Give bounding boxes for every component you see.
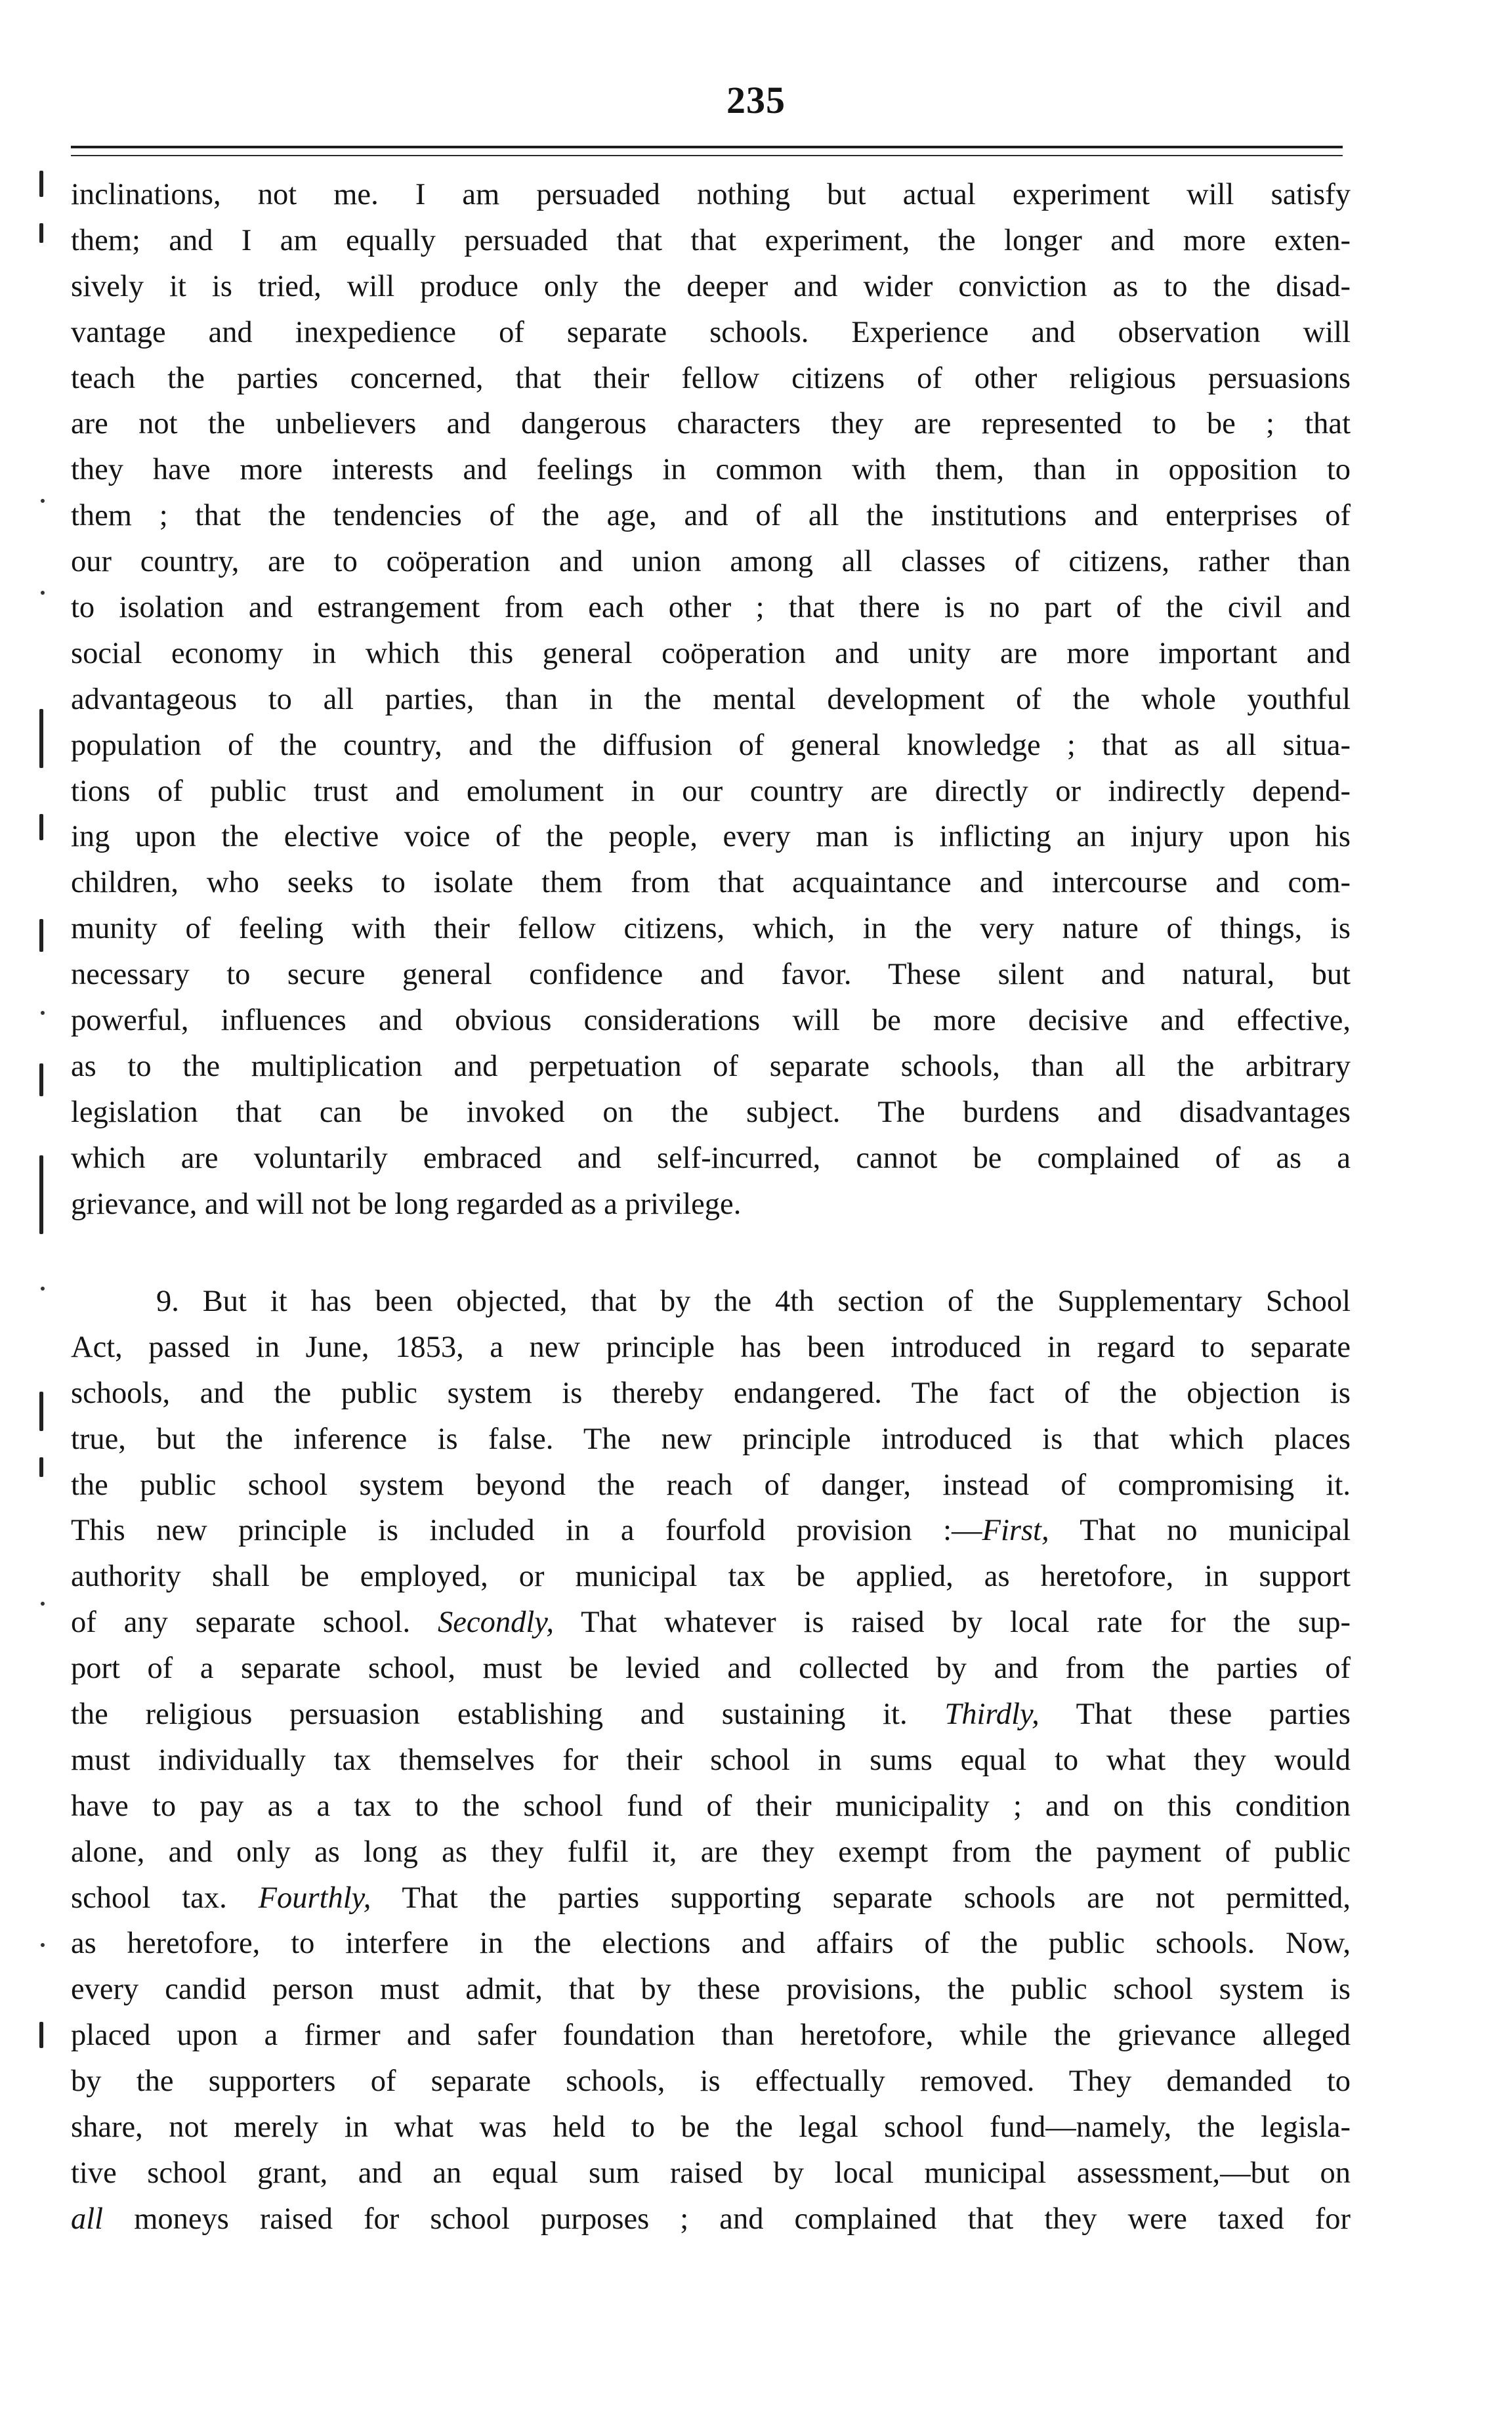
text-line: as heretofore, to interfere in the elections and affairs of the public schools. Now, bbox=[71, 1927, 1351, 1961]
text-line: true, but the inference is false. The new principle introduced is that which places bbox=[71, 1422, 1351, 1456]
italic-word: all bbox=[71, 2202, 104, 2236]
margin-dot bbox=[41, 591, 45, 595]
text-line: children, who seeks to isolate them from that acquaintance and intercourse and com- bbox=[71, 866, 1351, 900]
margin-mark bbox=[39, 709, 43, 768]
text-line: every candid person must admit, that by these provisions, the public school system is bbox=[71, 1973, 1351, 2007]
text-line: to isolation and estrangement from each other ; that there is no part of the civil and bbox=[71, 591, 1351, 625]
text-line: ing upon the elective voice of the people, every man is inflicting an injury upon his bbox=[71, 820, 1351, 854]
text-segment: of any separate school. bbox=[71, 1606, 438, 1640]
text-line: them; and I am equally persuaded that that experiment, the longer and more exten- bbox=[71, 223, 1351, 257]
margin-mark bbox=[39, 1392, 43, 1431]
paragraph-2 bbox=[71, 1279, 1351, 2242]
text-segment: school tax. bbox=[71, 1881, 259, 1915]
text-segment: That no municipal bbox=[1049, 1514, 1351, 1548]
text-line: sively it is tried, will produce only the deeper and wider conviction as to the disad- bbox=[71, 269, 1351, 303]
text-line: population of the country, and the diffusion of general knowledge ; that as all situa- bbox=[71, 728, 1351, 762]
text-segment: That these parties bbox=[1039, 1698, 1351, 1732]
text-line bbox=[71, 1508, 1351, 1554]
text-line: the public school system beyond the reach of danger, instead of compromising it. bbox=[71, 1468, 1351, 1502]
header-rule-thin bbox=[71, 155, 1343, 156]
italic-word: Thirdly, bbox=[944, 1698, 1040, 1732]
text-line: tions of public trust and emolument in our country are directly or indirectly depend- bbox=[71, 774, 1351, 808]
margin-mark bbox=[39, 919, 43, 952]
italic-word: First, bbox=[982, 1514, 1049, 1548]
text-line: port of a separate school, must be levied and collected by and from the parties of bbox=[71, 1652, 1351, 1686]
margin-scan-marks bbox=[26, 131, 66, 2101]
margin-mark bbox=[39, 1457, 43, 1477]
margin-mark bbox=[39, 171, 43, 197]
text-line: legislation that can be invoked on the subject. The burdens and disadvantages bbox=[71, 1095, 1351, 1129]
margin-dot bbox=[41, 499, 45, 503]
italic-word: Fourthly, bbox=[258, 1881, 371, 1915]
text-line: munity of feeling with their fellow citizens, which, in the very nature of things, is bbox=[71, 912, 1351, 946]
text-line: tive school grant, and an equal sum raised by local municipal assessment,—but on bbox=[71, 2156, 1351, 2190]
text-segment: This new principle is included in a fourfold provision :— bbox=[71, 1514, 982, 1548]
text-line: as to the multiplication and perpetuation of separate schools, than all the arbitrary bbox=[71, 1049, 1351, 1083]
text-line: teach the parties concerned, that their fellow citizens of other religious persuasions bbox=[71, 361, 1351, 395]
text-line: our country, are to coöperation and union among all classes of citizens, rather than bbox=[71, 545, 1351, 579]
text-line: must individually tax themselves for their school in sums equal to what they would bbox=[71, 1743, 1351, 1777]
text-line: are not the unbelievers and dangerous characters they are represented to be ; that bbox=[71, 407, 1351, 441]
margin-mark bbox=[39, 2022, 43, 2048]
text-line bbox=[71, 2196, 1351, 2242]
margin-dot bbox=[41, 1943, 45, 1947]
margin-mark bbox=[39, 1063, 43, 1096]
text-line: powerful, influences and obvious considerations will be more decisive and effective, bbox=[71, 1004, 1351, 1038]
text-segment: the religious persuasion establishing and sustaining it. bbox=[71, 1698, 945, 1732]
text-line: authority shall be employed, or municipal tax be applied, as heretofore, in support bbox=[71, 1560, 1351, 1594]
page-number: 235 bbox=[726, 79, 786, 121]
text-segment: That whatever is raised by local rate for the sup- bbox=[553, 1606, 1351, 1640]
text-line: vantage and inexpedience of separate schools. Experience and observation will bbox=[71, 315, 1351, 349]
text-line: have to pay as a tax to the school fund of their municipality ; and on this condition bbox=[71, 1789, 1351, 1823]
margin-dot bbox=[41, 1011, 45, 1015]
text-line bbox=[71, 1875, 1351, 1921]
margin-mark bbox=[39, 223, 43, 243]
text-line: Act, passed in June, 1853, a new principle has been introduced in regard to separate bbox=[71, 1330, 1351, 1364]
text-line: by the supporters of separate schools, is effectually removed. They demanded to bbox=[71, 2064, 1351, 2099]
text-line: social economy in which this general coöperation and unity are more important and bbox=[71, 636, 1351, 670]
margin-dot bbox=[41, 1287, 45, 1291]
text-line: necessary to secure general confidence and favor. These silent and natural, but bbox=[71, 958, 1351, 992]
text-segment: moneys raised for school purposes ; and complained that they were taxed for bbox=[103, 2202, 1351, 2236]
text-line bbox=[71, 1692, 1351, 1738]
text-line: them ; that the tendencies of the age, and of all the institutions and enterprises of bbox=[71, 499, 1351, 533]
text-line: advantageous to all parties, than in the mental development of the whole youthful bbox=[71, 682, 1351, 716]
text-line: grievance, and will not be long regarded as a privilege. bbox=[71, 1187, 742, 1221]
italic-word: Secondly, bbox=[438, 1606, 554, 1640]
margin-mark bbox=[39, 1155, 43, 1234]
text-line: 9. But it has been objected, that by the 4th section of the Supplementary School bbox=[156, 1285, 1351, 1318]
text-line bbox=[71, 1600, 1351, 1646]
paragraph-1 bbox=[71, 172, 1351, 1227]
text-line: they have more interests and feelings in common with them, than in opposition to bbox=[71, 453, 1351, 487]
text-line: share, not merely in what was held to be the legal school fund—namely, the legisla- bbox=[71, 2110, 1351, 2145]
text-line: inclinations, not me. I am persuaded nothing but actual experiment will satisfy bbox=[71, 178, 1351, 211]
margin-dot bbox=[41, 1602, 45, 1606]
text-segment: That the parties supporting separate schools are not permitted, bbox=[371, 1881, 1351, 1915]
text-line: placed upon a firmer and safer foundation than heretofore, while the grievance alleged bbox=[71, 2019, 1351, 2053]
header-rule-thick bbox=[71, 146, 1343, 148]
text-line: which are voluntarily embraced and self-incurred, cannot be complained of as a bbox=[71, 1141, 1351, 1175]
text-line: alone, and only as long as they fulfil it, are they exempt from the payment of public bbox=[71, 1835, 1351, 1869]
margin-mark bbox=[39, 814, 43, 840]
text-line: schools, and the public system is thereby endangered. The fact of the objection is bbox=[71, 1376, 1351, 1410]
